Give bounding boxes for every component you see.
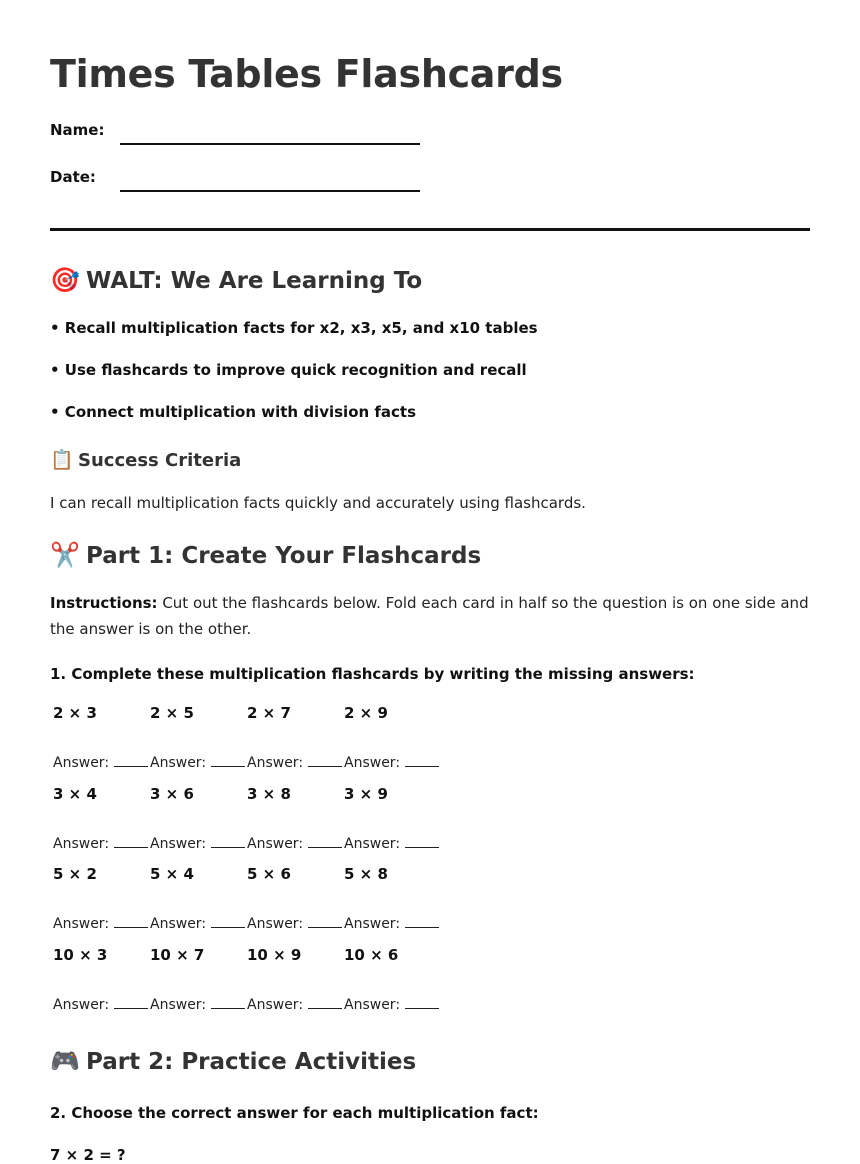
walt-heading: 🎯 WALT: We Are Learning To [50,266,423,294]
flashcard-answer[interactable]: Answer: [344,915,439,932]
flashcard[interactable] [50,785,146,855]
flashcard[interactable] [244,946,340,1016]
flashcard[interactable] [50,704,146,774]
flashcard-fact: 5 × 4 [150,865,194,883]
flashcard-fact: 5 × 2 [53,865,97,883]
success-criteria-heading: 📋 Success Criteria [50,449,242,471]
header-divider [50,228,810,231]
flashcard[interactable] [244,704,340,774]
date-field[interactable] [50,168,430,192]
clipboard-icon: 📋 [50,449,74,471]
flashcard-answer[interactable]: Answer: [150,754,245,771]
flashcard-answer[interactable]: Answer: [150,835,245,852]
name-field[interactable] [50,121,430,145]
flashcard[interactable] [50,865,146,935]
flashcard-answer[interactable]: Answer: [247,835,342,852]
question-2: 2. Choose the correct answer for each multiplication fact: [50,1104,539,1122]
walt-item: • Recall multiplication facts for x2, x3, x5, and x10 tables [50,319,538,337]
flashcard-answer[interactable]: Answer: [53,996,148,1013]
flashcard-fact: 2 × 9 [344,704,388,722]
walt-item: • Use flashcards to improve quick recognition and recall [50,361,527,379]
part1-heading: ✂️ Part 1: Create Your Flashcards [50,541,482,569]
flashcard-fact: 2 × 7 [247,704,291,722]
flashcard[interactable] [341,785,437,855]
dart-target-icon: 🎯 [50,266,80,294]
question-1: 1. Complete these multiplication flashcards by writing the missing answers: [50,665,695,683]
page-title: Times Tables Flashcards [50,52,563,96]
name-label: Name: [50,121,105,139]
flashcard-answer[interactable]: Answer: [344,754,439,771]
date-line[interactable] [120,190,420,192]
flashcard-answer[interactable]: Answer: [150,996,245,1013]
flashcard-answer[interactable]: Answer: [53,835,148,852]
flashcard[interactable] [244,865,340,935]
flashcard[interactable] [147,946,243,1016]
flashcard-fact: 3 × 4 [53,785,97,803]
flashcard[interactable] [50,946,146,1016]
instructions-label: Instructions: [50,594,158,612]
flashcard-fact: 3 × 9 [344,785,388,803]
flashcard-answer[interactable]: Answer: [344,996,439,1013]
flashcard-fact: 3 × 8 [247,785,291,803]
flashcard-answer[interactable]: Answer: [150,915,245,932]
flashcard-answer[interactable]: Answer: [247,996,342,1013]
flashcard-fact: 10 × 9 [247,946,302,964]
flashcard-answer[interactable]: Answer: [53,754,148,771]
instructions-text: Cut out the flashcards below. Fold each card in half so the question is on one side and the answer is on the other. [50,594,809,638]
flashcard-answer[interactable]: Answer: [247,754,342,771]
flashcard[interactable] [147,785,243,855]
flashcard-fact: 5 × 6 [247,865,291,883]
flashcard-fact: 2 × 3 [53,704,97,722]
flashcard[interactable] [341,704,437,774]
game-controller-icon: 🎮 [50,1047,80,1075]
name-line[interactable] [120,143,420,145]
success-criteria-text: I can recall multiplication facts quickly and accurately using flashcards. [50,494,586,512]
flashcard[interactable] [341,946,437,1016]
flashcard-fact: 10 × 3 [53,946,108,964]
flashcard-answer[interactable]: Answer: [53,915,148,932]
flashcard-fact: 2 × 5 [150,704,194,722]
flashcard-answer[interactable]: Answer: [344,835,439,852]
flashcard[interactable] [147,865,243,935]
flashcard[interactable] [147,704,243,774]
practice-item: 7 × 2 = ? [50,1146,126,1164]
scissors-icon: ✂️ [50,541,80,569]
flashcard-fact: 5 × 8 [344,865,388,883]
flashcard[interactable] [244,785,340,855]
part1-instructions [50,590,810,642]
flashcard-fact: 10 × 6 [344,946,399,964]
flashcard-fact: 3 × 6 [150,785,194,803]
flashcard-fact: 10 × 7 [150,946,205,964]
part2-heading: 🎮 Part 2: Practice Activities [50,1047,417,1075]
walt-item: • Connect multiplication with division facts [50,403,417,421]
flashcard[interactable] [341,865,437,935]
flashcard-answer[interactable]: Answer: [247,915,342,932]
date-label: Date: [50,168,96,186]
